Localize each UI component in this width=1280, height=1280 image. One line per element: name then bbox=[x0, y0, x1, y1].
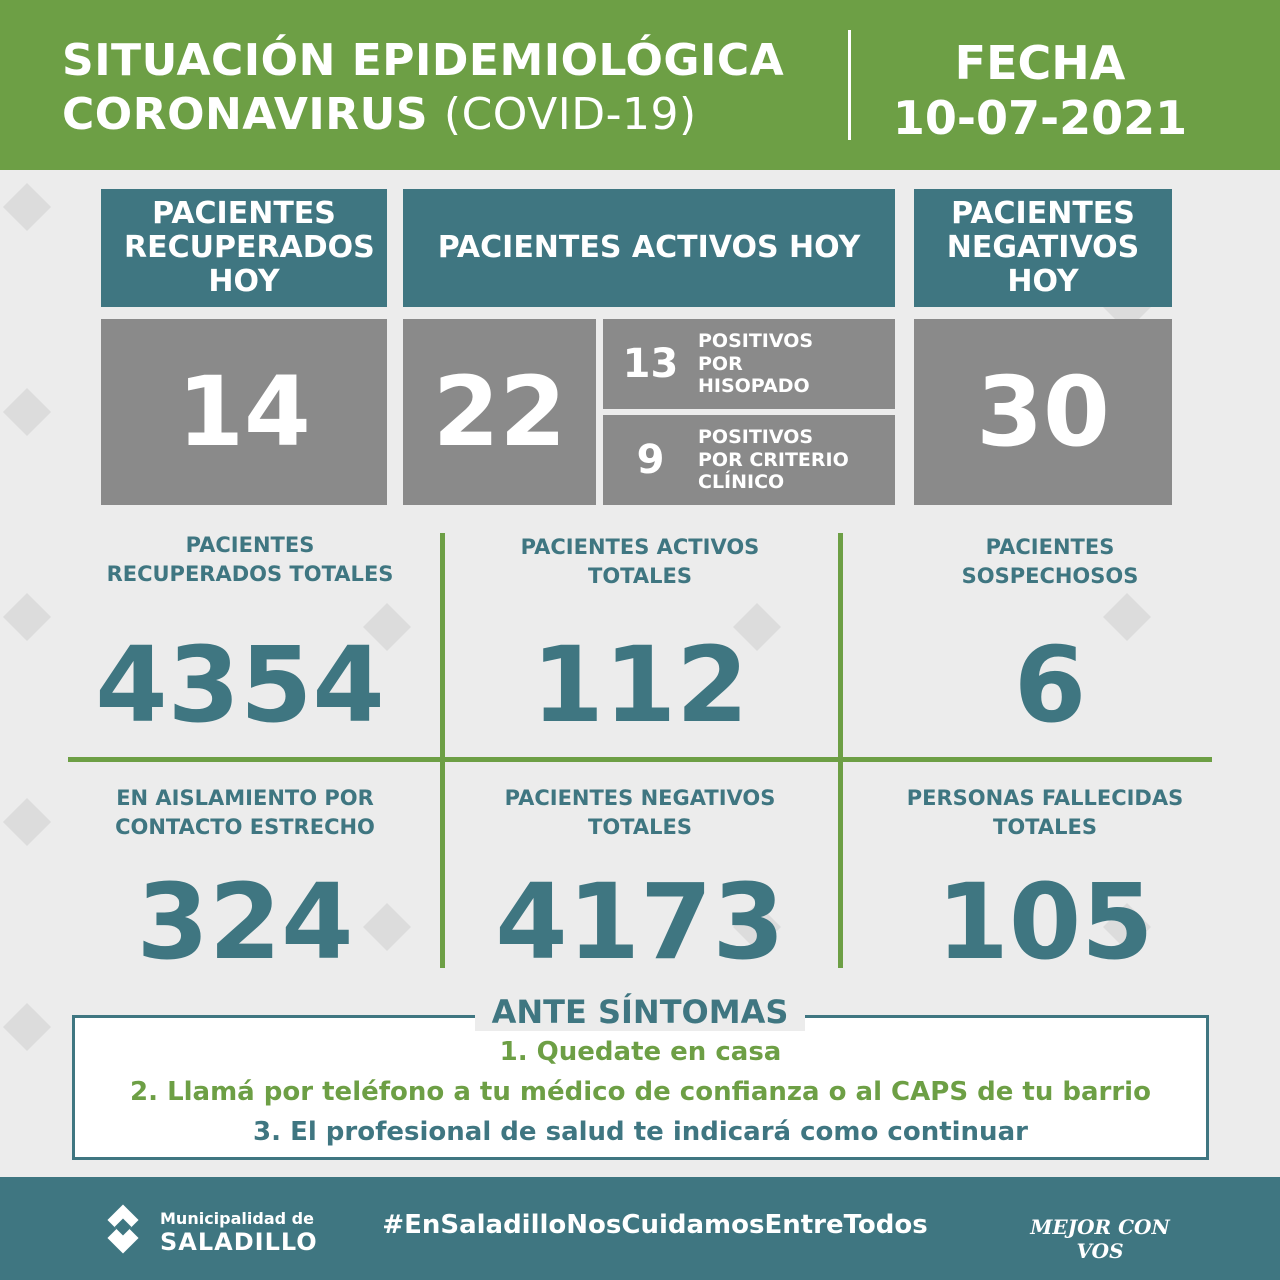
negative-today-value: 30 bbox=[976, 356, 1110, 468]
symptoms-step-1: 1. Quedate en casa bbox=[499, 1037, 782, 1067]
isolation-label: EN AISLAMIENTO POR CONTACTO ESTRECHO bbox=[115, 786, 375, 839]
grid-line-horizontal bbox=[68, 757, 1212, 762]
swab-label-line-3: HISOPADO bbox=[698, 375, 810, 398]
active-today-header bbox=[403, 189, 895, 307]
footer-muni-line-1: Municipalidad de bbox=[160, 1209, 314, 1228]
footer-hashtag: #EnSaladilloNosCuidamosEntreTodos bbox=[382, 1210, 928, 1240]
symptoms-title: ANTE SÍNTOMAS bbox=[475, 993, 805, 1031]
swab-positive-value: 13 bbox=[622, 341, 679, 387]
title-line-2 bbox=[62, 88, 784, 142]
clinical-label-line-2: POR CRITERIO bbox=[698, 448, 849, 471]
negative-today-header bbox=[914, 189, 1172, 307]
negative-today-label: PACIENTES NEGATIVOS HOY bbox=[946, 196, 1140, 299]
clinical-positive-label bbox=[698, 426, 849, 493]
date-label: FECHA bbox=[954, 36, 1126, 90]
active-today-box bbox=[403, 319, 596, 505]
swab-label-line-1: POSITIVOS bbox=[698, 330, 814, 353]
date-block bbox=[880, 36, 1200, 146]
footer-slogan: MEJOR CON VOS bbox=[1030, 1215, 1170, 1263]
negative-total-value: 4173 bbox=[495, 861, 785, 983]
active-total-label: PACIENTES ACTIVOS TOTALES bbox=[520, 535, 760, 588]
negative-total-label: PACIENTES NEGATIVOS TOTALES bbox=[504, 786, 776, 839]
negative-today-box bbox=[914, 319, 1172, 505]
recovered-today-box bbox=[101, 319, 387, 505]
recovered-today-label: PACIENTES RECUPERADOS HOY bbox=[124, 196, 375, 299]
symptoms-step-2: 2. Llamá por teléfono a tu médico de confianza o al CAPS de tu barrio bbox=[130, 1077, 1151, 1107]
title-covid: (COVID-19) bbox=[443, 88, 697, 140]
footer-bar bbox=[0, 1177, 1280, 1280]
clinical-label-line-1: POSITIVOS bbox=[698, 426, 814, 449]
title-line-1: SITUACIÓN EPIDEMIOLÓGICA bbox=[62, 35, 785, 86]
symptoms-step-3: 3. El profesional de salud te indicará como continuar bbox=[253, 1117, 1028, 1147]
deceased-label: PERSONAS FALLECIDAS TOTALES bbox=[906, 786, 1184, 839]
clinical-positive-box bbox=[603, 415, 895, 505]
page-title bbox=[62, 34, 784, 141]
swab-positive-box bbox=[603, 319, 895, 409]
swab-positive-label bbox=[698, 330, 813, 397]
header-divider bbox=[848, 30, 851, 140]
recovered-total-label: PACIENTES RECUPERADOS TOTALES bbox=[106, 533, 394, 586]
active-total-value: 112 bbox=[531, 624, 749, 746]
active-today-value: 22 bbox=[432, 356, 567, 468]
clinical-positive-value: 9 bbox=[636, 437, 665, 483]
municipality-logo-icon bbox=[108, 1209, 140, 1241]
recovered-total-value: 4354 bbox=[95, 624, 385, 746]
grid-line-vertical-right bbox=[838, 533, 843, 968]
title-coronavirus: CORONAVIRUS bbox=[62, 88, 429, 140]
suspected-value: 6 bbox=[1013, 624, 1087, 746]
deceased-value: 105 bbox=[936, 861, 1154, 983]
header-banner bbox=[0, 0, 1280, 170]
isolation-value: 324 bbox=[136, 861, 354, 983]
active-today-label: PACIENTES ACTIVOS HOY bbox=[437, 230, 861, 266]
recovered-today-value: 14 bbox=[177, 356, 311, 468]
recovered-today-header bbox=[101, 189, 387, 307]
grid-line-vertical-left bbox=[440, 533, 445, 968]
date-value: 10-07-2021 bbox=[892, 91, 1188, 146]
swab-label-line-2: POR bbox=[698, 352, 743, 375]
suspected-label: PACIENTES SOSPECHOSOS bbox=[961, 535, 1139, 588]
footer-muni-line-2: SALADILLO bbox=[160, 1228, 318, 1256]
clinical-label-line-3: CLÍNICO bbox=[698, 471, 785, 494]
